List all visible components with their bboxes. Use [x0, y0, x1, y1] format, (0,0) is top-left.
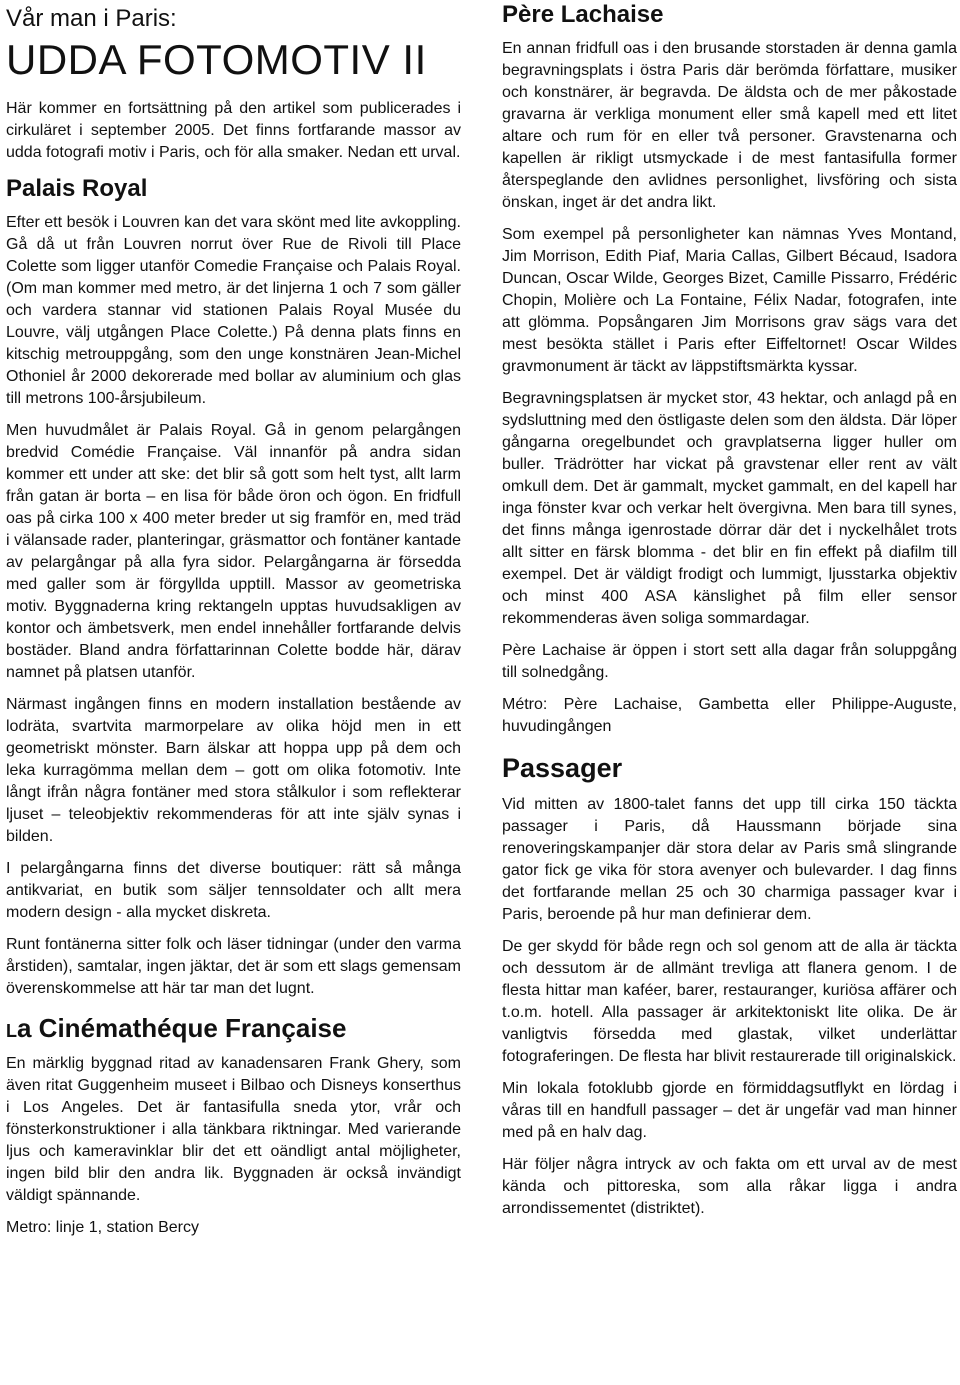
pere-paragraph-5: Métro: Père Lachaise, Gambetta eller Philippe-Auguste, huvudingången [502, 696, 957, 735]
pere-paragraph-3: Begravningsplatsen är mycket stor, 43 hektar, och anlagd på en sydsluttning med den östligaste delen som den äldsta. Där löper gångarna oregelbundet och gravplatserna ligger huller om buller. Trädrötter har vickat på gravstenar eller rent av vält omkull dem. Det är gammalt, mycket gammalt, en del kapell har inga fönster kvar och verkar helt övergivna. Men bara till synes, det finns många igenrostade dörrar där det i nyckelhålet trots allt sitter en färsk blomma - det blir en fin effekt på diafilm till exempel. Det är väldigt frodigt och lummigt, ljusstarka objektiv och minst 400 ASA känslighet på film eller sensor rekommenderas även soliga sommardagar. [502, 390, 957, 627]
cinematheque-paragraph-2: Metro: linje 1, station Bercy [6, 1219, 199, 1236]
palais-paragraph-4: I pelargångarna finns det diverse boutiquer: rätt så många antikvariat, en butik som säljer tennsoldater och allt mera modern design - alla mycket diskreta. [6, 860, 461, 921]
pere-paragraph-1: En annan fridfull oas i den brusande storstaden är denna gamla begravningsplats i östra Paris där berömda författare, musiker och konstnärer, är begravda. De äldsta och de mer påkostade gravarna är verkliga monument eller små kapell med ett litet altare och rum för en eller två personer. Gravstenarna och kapellen är rikligt utsmyckade i de mest fantasifulla former återspeglande den avlidnes personlighet, livsföring och sista önskan, inget är det andra likt. [502, 40, 957, 211]
passager-paragraph-3: Min lokala fotoklubb gjorde en förmiddagsutflykt en lördag i våras till en handfull passager – det är ungefär vad man hinner med på en halv dag. [502, 1080, 957, 1141]
right-column [502, 0, 957, 1230]
passager-paragraph-1: Vid mitten av 1800-talet fanns det upp till cirka 150 täckta passager i Paris, då Haussmann började sina renoveringskampanjer där stora delar av Paris små slingrande gator fick ge vika för stora avenyer och bulevarder. I dag finns det fortfarande mellan 25 och 30 charmiga passager kvar i Paris, beroende på hur man definierar dem. [502, 796, 957, 923]
passager-heading: Passager [502, 753, 623, 783]
pere-paragraph-2: Som exempel på personligheter kan nämnas Yves Montand, Jim Morrison, Edith Piaf, Maria Callas, Gilbert Bécaud, Isadora Duncan, Oscar Wilde, Georges Bizet, Camille Pissarro, Frédéric Chopin, Molière och La Fontaine, Félix Nadar, fotografen, inte att glömma. Popsångaren Jim Morrisons grav sägs vara det mest besökta stället i Paris efter Eiffeltornet! Oscar Wildes gravmonument är täckt av läppstiftsmärkta kyssar. [502, 226, 957, 375]
cinematheque-heading-rest: a Cinémathéque Française [17, 1013, 347, 1043]
palais-paragraph-2: Men huvudmålet är Palais Royal. Gå in genom pelargången bredvid Comédie Française. Väl innanför på andra sidan kommer ett under att ske: det blir så gott som helt tyst, allt larm från gatan är borta – en lisa för både öron och ögon. En fridfull oas på cirka 100 x 400 meter breder ut sig framför en, med träd i välansade rader, planteringar, gräsmattor och fontäner kantade av pelargångar på alla fyra sidor. Pelargångarna är försedda med galler som är förgyllda upptill. Massor av geometriska motiv. Byggnaderna kring rektangeln upptas huvudsakligen av kontor och ämbetsverk, men endel innehåller fortfarande delvis bostäder. Bland andra författarinnan Colette bodde här, därav namnet på platsen utanför. [6, 422, 461, 681]
article-title: UDDA FOTOMOTIV II [6, 36, 427, 83]
palais-paragraph-5: Runt fontänerna sitter folk och läser tidningar (under den varma årstiden), samtalar, ingen jäktar, det är som ett slags gemensam överenskommelse att här tar man det lugnt. [6, 936, 461, 997]
palais-paragraph-3: Närmast ingången finns en modern installation bestående av lodräta, svartvita marmorpelare av olika höjd men in ett geometriskt mönster. Barn älskar att hoppa upp på dem och leka kurragömma mellan dem – gott om olika fotomotiv. Inte långt ifrån några fontäner med stora stålkulor i som reflekterar ljuset – teleobjektiv rekommenderas för att inte själv synas i bilden. [6, 696, 461, 845]
palais-royal-heading: Palais Royal [6, 175, 148, 202]
pere-lachaise-heading: Père Lachaise [502, 1, 664, 28]
pere-paragraph-4: Père Lachaise är öppen i stort sett alla dagar från soluppgång till solnedgång. [502, 642, 957, 681]
article-kicker: Vår man i Paris: [6, 5, 177, 32]
cinematheque-heading [6, 1012, 461, 1047]
palais-paragraph-1: Efter ett besök i Louvren kan det vara skönt med lite avkoppling. Gå då ut från Louvren norrut över Rue de Rivoli till Place Colette som ligger utanför Comedie Française och Palais Royal. (Om man kommer med metro, är det linjerna 1 och 7 som gäller och vardera stannar vid stationen Palais Royal Musée du Louvre, välj utgången Place Colette.) På denna plats finns en kitschig metrouppgång, som den unge konstnären Jean-Michel Othoniel år 2000 dekorerade med bollar av aluminium och glas till metrons 100-årsjubileum. [6, 214, 461, 407]
cinematheque-paragraph-1: En märklig byggnad ritad av kanadensaren Frank Ghery, som även ritat Guggenheim museet i Bilbao och Disneys konserthus i Los Angeles. Det är fantasifulla sneda ytor, vrår och fönsterkonstruktioner i alla tänkbara riktningar. Med varierande ljus och kameravinklar blir det ett oändligt antal möjligheter, ingen bild blir den andra lik. Byggnaden är också invändigt väldigt spännande. [6, 1055, 461, 1204]
cinematheque-heading-initial: L [6, 1021, 17, 1041]
passager-paragraph-4: Här följer några intryck av och fakta om ett urval av de mest kända och pittoreska, som alla råkar ligga i andra arrondissementet (distriktet). [502, 1156, 957, 1217]
passager-paragraph-2: De ger skydd för både regn och sol genom att de alla är täckta och dessutom är de allmänt trevliga att flanera genom. I de flesta hittar man kaféer, barer, restauranger, kuriösa affärer och t.o.m. hotell. Alla passager är arkitektoniskt lite olika. De är vanligtvis försedda med glastak, vilket underlättar fotograferingen. De flesta har blivit restaurerade till originalskick. [502, 938, 957, 1065]
intro-paragraph: Här kommer en fortsättning på den artikel som publicerades i cirkuläret i september 2005. Det finns fortfarande massor av udda fotografi motiv i Paris, och för alla smaker. Nedan ett urval. [6, 100, 461, 161]
left-column [6, 0, 461, 1249]
